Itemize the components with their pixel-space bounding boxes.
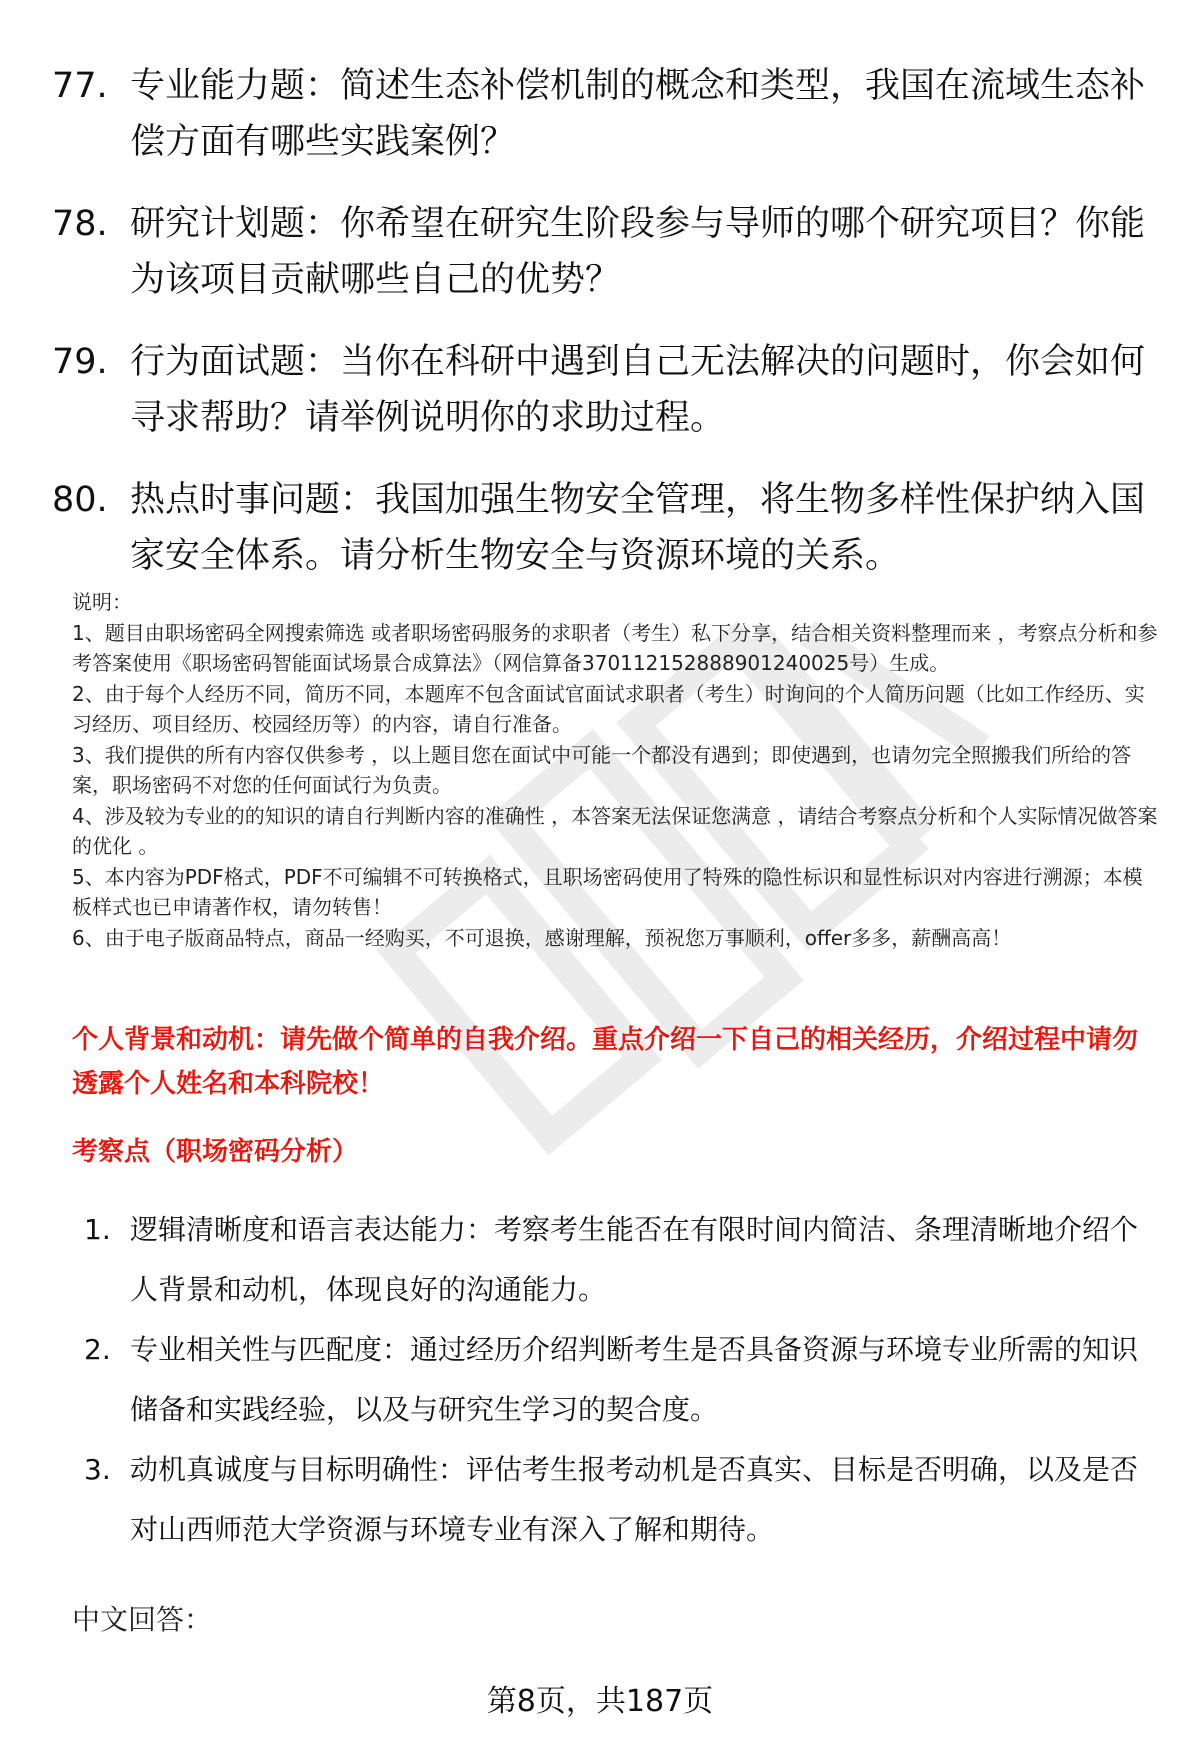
question-list: [52, 58, 1152, 610]
notes-heading: 说明：: [72, 590, 132, 614]
point-number: 3.: [84, 1453, 111, 1486]
question-79: [52, 334, 1152, 446]
question-80: [52, 472, 1152, 584]
points-title: 考察点（职场密码分析）: [72, 1137, 359, 1167]
point-text: 逻辑清晰度和语言表达能力：考察考生能否在有限时间内简洁、条理清晰地介绍个人背景和动机，体现良好的沟通能力。: [130, 1213, 1139, 1306]
point-number: 2.: [84, 1333, 111, 1366]
point-item: [84, 1320, 1164, 1440]
note-item: 6、由于电子版商品特点，商品一经购买，不可退换，感谢理解，预祝您万事顺利，offer多多，薪酬高高！: [72, 925, 1012, 950]
point-text: 专业相关性与匹配度：通过经历介绍判断考生是否具备资源与环境专业所需的知识储备和实践经验，以及与研究生学习的契合度。: [130, 1333, 1139, 1426]
notes-section: [72, 587, 1160, 953]
question-77: [52, 58, 1152, 170]
point-text: 动机真诚度与目标明确性：评估考生报考动机是否真实、目标是否明确，以及是否对山西师范大学资源与环境专业有深入了解和期待。: [130, 1453, 1139, 1546]
note-item: 5、本内容为PDF格式，PDF不可编辑不可转换格式，且职场密码使用了特殊的隐性标识和显性标识对内容进行溯源；本模板样式也已申请著作权，请勿转售！: [72, 864, 1143, 919]
point-item: [84, 1440, 1164, 1560]
question-number: 78.: [52, 204, 108, 244]
answer-label: 中文回答：: [72, 1603, 213, 1636]
note-item: 1、题目由职场密码全网搜索筛选 或者职场密码服务的求职者（考生）私下分享，结合相关资料整理而来 ，考察点分析和参考答案使用《职场密码智能面试场景合成算法》（网信算备370112152888901240025号）生成。: [72, 620, 1158, 675]
question-text: 研究计划题：你希望在研究生阶段参与导师的哪个研究项目？你能为该项目贡献哪些自己的优势？: [130, 204, 1146, 300]
page-footer: 第8页，共187页: [486, 1684, 714, 1719]
point-item: [84, 1200, 1164, 1320]
question-78: [52, 196, 1152, 308]
question-text: 专业能力题：简述生态补偿机制的概念和类型，我国在流域生态补偿方面有哪些实践案例？: [130, 66, 1146, 162]
question-number: 79.: [52, 342, 108, 382]
question-number: 77.: [52, 66, 108, 106]
points-list: [84, 1200, 1164, 1560]
note-item: 3、我们提供的所有内容仅供参考 ，以上题目您在面试中可能一个都没有遇到；即使遇到，也请勿完全照搬我们所给的答案，职场密码不对您的任何面试行为负责。: [72, 742, 1132, 797]
note-item: 2、由于每个人经历不同，简历不同，本题库不包含面试官面试求职者（考生）时询问的个人简历问题（比如工作经历、实习经历、项目经历、校园经历等）的内容，请自行准备。: [72, 681, 1145, 736]
question-number: 80.: [52, 480, 108, 520]
point-number: 1.: [84, 1213, 111, 1246]
background-question: 个人背景和动机：请先做个简单的自我介绍。重点介绍一下自己的相关经历，介绍过程中请勿透露个人姓名和本科院校！: [72, 1025, 1139, 1099]
note-item: 4、涉及较为专业的的知识的请自行判断内容的准确性 ，本答案无法保证您满意 ，请结合考察点分析和个人实际情况做答案的优化 。: [72, 803, 1158, 858]
question-text: 热点时事问题：我国加强生物安全管理，将生物多样性保护纳入国家安全体系。请分析生物安全与资源环境的关系。: [130, 480, 1146, 576]
question-text: 行为面试题：当你在科研中遇到自己无法解决的问题时，你会如何寻求帮助？请举例说明你的求助过程。: [130, 342, 1146, 438]
